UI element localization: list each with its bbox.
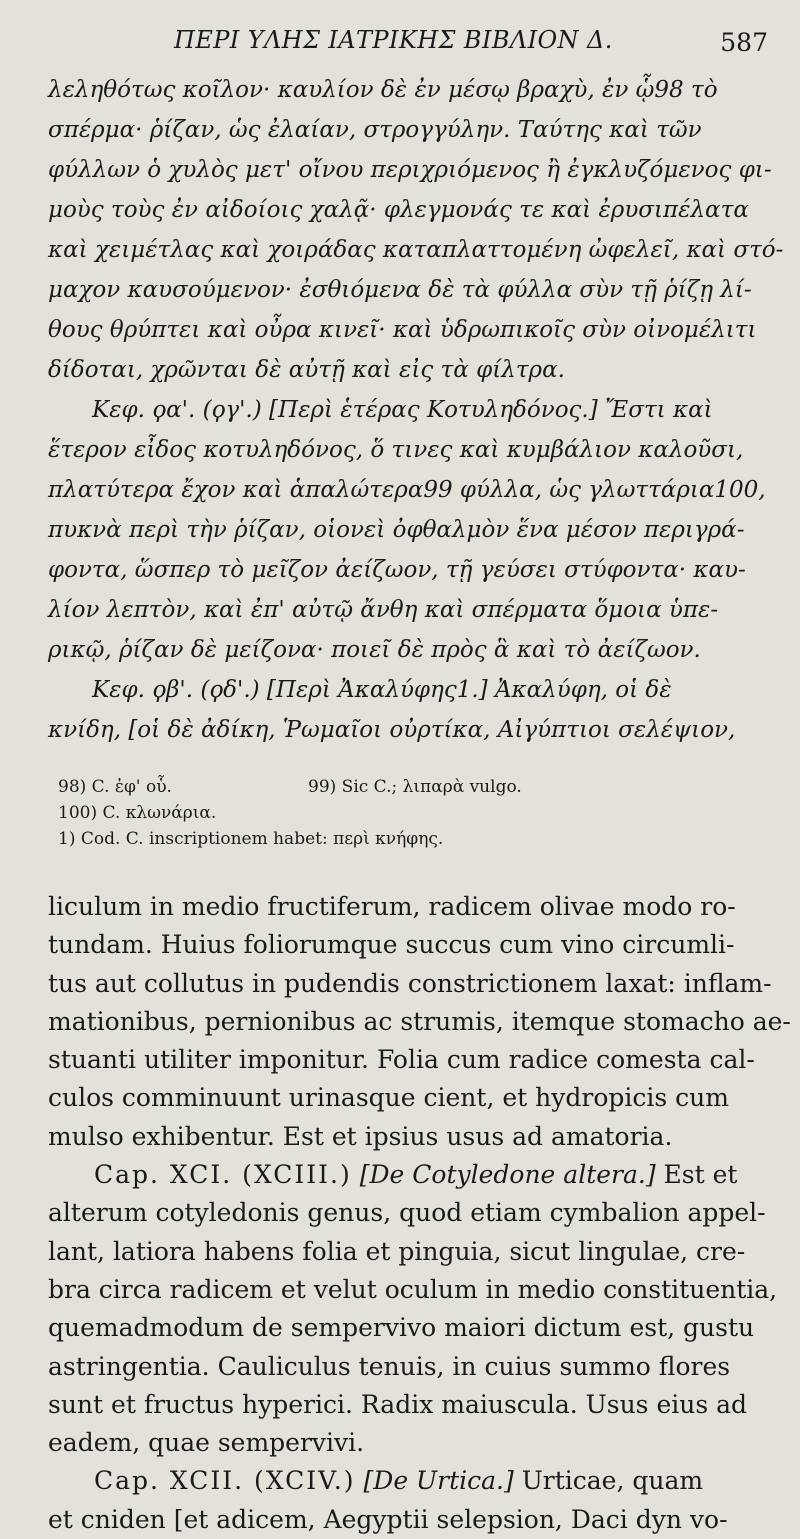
greek-line: πλατύτερα ἔχον καὶ ἁπαλώτερα99 φύλλα, ὡς γλωττάρια100,: [48, 477, 766, 503]
page-header: [48, 0, 770, 70]
latin-line: astringentia. Cauliculus tenuis, in cuius summo flores: [48, 1351, 731, 1381]
greek-line: σπέρμα· ῥίζαν, ὡς ἐλαίαν, στρογγύλην. Ταύτης καὶ τῶν: [48, 117, 702, 143]
latin-paragraph-1: [48, 888, 791, 1156]
chapter-title: [De Cotyledone altera.]: [359, 1160, 656, 1190]
greek-chapter-start: Ἔστι καὶ: [605, 397, 713, 423]
latin-line: lant, latiora habens folia et pinguia, sicut lingulae, cre-: [48, 1236, 746, 1266]
latin-line: liculum in medio fructiferum, radicem olivae modo ro-: [48, 892, 736, 921]
latin-line: tus aut collutus in pudendis constrictionem laxat: inflam-: [48, 968, 772, 998]
latin-line: sunt et fructus hyperici. Radix maiuscula. Usus eius ad: [48, 1389, 748, 1419]
greek-chapter-heading: Κεφ. ϙα'. (ϙγ'.) [Περὶ ἑτέρας Κοτυληδόνος.]: [92, 397, 598, 423]
greek-paragraph-2: [48, 390, 770, 670]
greek-chapter-start: Ἀκαλύφη, οἱ δὲ: [494, 677, 672, 703]
footnote-98: 98) C. ἐφ' οὗ.: [58, 777, 172, 797]
greek-paragraph-1: [48, 70, 784, 390]
latin-line: bra circa radicem et velut oculum in medio constituentia,: [48, 1274, 778, 1304]
latin-line: et cniden [et adicem, Aegyptii selepsion, Daci dyn vo-: [48, 1504, 728, 1534]
footnote-100: 100) C. κλωνάρια.: [58, 803, 217, 823]
greek-line: μοὺς τοὺς ἐν αἰδοίοις χαλᾷ· φλεγμονάς τε καὶ ἐρυσιπέλατα: [48, 197, 749, 223]
greek-text: [48, 70, 784, 750]
latin-line: tundam. Huius foliorumque succus cum vino circumli-: [48, 930, 735, 960]
running-title: ΠΕΡΙ ΥΛΗΣ ΙΑΤΡΙΚΗΣ ΒΙΒΛΙΟΝ Δ.: [174, 26, 613, 54]
latin-line: [48, 1156, 770, 1194]
chapter-title: [De Urtica.]: [363, 1466, 514, 1496]
greek-line: φύλλων ὁ χυλὸς μετ' οἴνου περιχριόμενος ἢ ἐγκλυζόμενος φι-: [48, 157, 772, 183]
latin-paragraph-2: [48, 1156, 778, 1462]
latin-line: alterum cotyledonis genus, quod etiam cymbalion appel-: [48, 1198, 766, 1228]
footnotes: [48, 774, 770, 852]
latin-line: eadem, quae sempervivi.: [48, 1428, 365, 1458]
greek-line: κνίδη, [οἱ δὲ ἀδίκη, Ῥωμαῖοι οὐρτίκα, Αἰγύπτιοι σελέψιον,: [48, 717, 736, 743]
chapter-number: Cap. XCI. (XCIII.): [94, 1160, 352, 1190]
latin-line: quemadmodum de sempervivo maiori dictum est, gustu: [48, 1313, 755, 1343]
greek-line: [48, 670, 770, 710]
chapter-start: Urticae, quam: [521, 1466, 704, 1496]
greek-line: ρικῷ, ῥίζαν δὲ μείζονα· ποιεῖ δὲ πρὸς ἃ καὶ τὸ ἀείζωον.: [48, 637, 701, 663]
greek-line: πυκνὰ περὶ τὴν ῥίζαν, οἱονεὶ ὀφθαλμὸν ἕνα μέσον περιγρά-: [48, 517, 745, 543]
greek-line: [48, 390, 770, 430]
latin-line: culos comminuunt urinasque cient, et hydropicis cum: [48, 1083, 729, 1113]
greek-chapter-heading: Κεφ. ϙβ'. (ϙδ'.) [Περὶ Ἀκαλύφης1.]: [92, 677, 488, 703]
footnote-1: 1) Cod. C. inscriptionem habet: περὶ κνήφης.: [58, 829, 444, 849]
chapter-number: Cap. XCII. (XCIV.): [94, 1466, 356, 1496]
greek-line: φοντα, ὥσπερ τὸ μεῖζον ἀείζωον, τῇ γεύσει στύφοντα· καυ-: [48, 557, 746, 583]
latin-text: [48, 888, 791, 1539]
greek-line: καὶ χειμέτλας καὶ χοιράδας καταπλαττομένη ὠφελεῖ, καὶ στό-: [48, 237, 784, 263]
greek-line: λεληθότως κοῖλον· καυλίον δὲ ἐν μέσῳ βραχὺ, ἐν ᾧ98 τὸ: [48, 77, 718, 103]
greek-line: ἕτερον εἶδος κοτυληδόνος, ὅ τινες καὶ κυμβάλιον καλοῦσι,: [48, 437, 744, 463]
latin-paragraph-3: [48, 1462, 770, 1539]
latin-line: stuanti utiliter imponitur. Folia cum radice comesta cal-: [48, 1045, 755, 1075]
greek-line: δίδοται, χρῶνται δὲ αὐτῇ καὶ εἰς τὰ φίλτρα.: [48, 357, 565, 383]
latin-line: mationibus, pernionibus ac strumis, itemque stomacho ae-: [48, 1006, 791, 1036]
latin-line: mulso exhibentur. Est et ipsius usus ad amatoria.: [48, 1121, 673, 1151]
greek-paragraph-3: [48, 670, 770, 750]
greek-line: μαχον καυσούμενον· ἐσθιόμενα δὲ τὰ φύλλα σὺν τῇ ῥίζῃ λί-: [48, 277, 752, 303]
chapter-start: Est et: [663, 1160, 738, 1190]
footnote-99: 99) Sic C.; λιπαρὰ vulgo.: [308, 777, 522, 797]
page-number: 587: [720, 28, 768, 57]
greek-line: θους θρύπτει καὶ οὖρα κινεῖ· καὶ ὑδρωπικοῖς σὺν οἰνομέλιτι: [48, 317, 757, 343]
greek-line: λίον λεπτὸν, καὶ ἐπ' αὐτῷ ἄνθη καὶ σπέρματα ὅμοια ὑπε-: [48, 597, 719, 623]
footnote-row: [48, 774, 770, 800]
latin-line: [48, 1462, 770, 1500]
